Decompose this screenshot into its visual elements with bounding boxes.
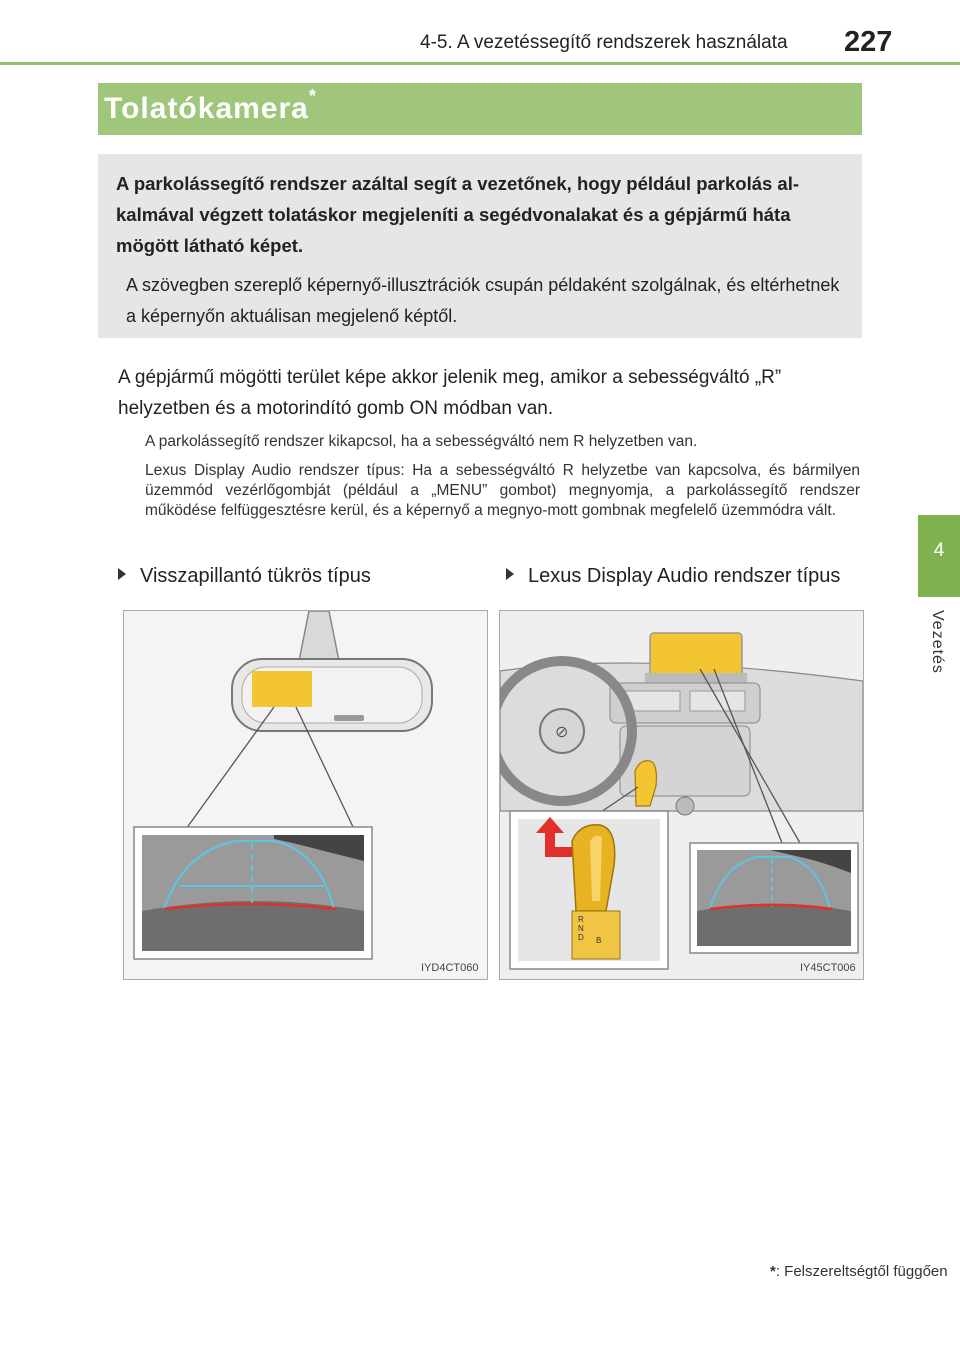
chapter-name: Vezetés — [929, 610, 946, 674]
footnote-text: : Felszereltségtől függően — [775, 1263, 948, 1280]
figure-display-audio-type — [499, 610, 864, 980]
chapter-number: 4 — [933, 540, 945, 561]
shifter-letter-d: D — [578, 933, 584, 942]
bullet-mirror-type-label: Visszapillantó tükrös típus — [140, 565, 371, 587]
page-title-text: Tolatókamera — [104, 92, 309, 125]
page-number: 227 — [844, 26, 893, 58]
shifter-letter-b: B — [596, 936, 602, 945]
bullet-display-audio-type — [506, 565, 840, 588]
intro-bold-text: A parkolássegítő rendszer azáltal segít a vezetőnek, hogy például parkolás al-kalmával végzett tolatáskor megjeleníti a segédvonalakat és a gépjármű háta mögött látható képet. — [116, 173, 800, 256]
header-rule — [0, 62, 960, 65]
mirror-display-highlight — [252, 671, 312, 707]
triangle-bullet-icon — [118, 568, 126, 580]
figure-code: IYD4CT060 — [421, 962, 479, 974]
dashboard-illustration — [500, 611, 863, 979]
body-main-paragraph: A gépjármű mögötti terület képe akkor jelenik meg, amikor a sebességváltó „R” helyzetben és a motorindító gomb ON módban van. — [118, 367, 782, 419]
figure-mirror-type — [123, 610, 488, 980]
figure-code: IY45CT006 — [800, 962, 856, 974]
shifter-letter-n: N — [578, 924, 584, 933]
footnote-marker: * — [770, 1263, 776, 1280]
mirror-illustration — [124, 611, 487, 979]
body-sub-paragraph-1: A parkolássegítő rendszer kikapcsol, ha a sebességváltó nem R helyzetben van. — [145, 433, 698, 450]
running-header-section: 4-5. A vezetéssegítő rendszerek használata — [420, 32, 788, 53]
page-title — [104, 86, 317, 126]
footnote — [770, 1263, 948, 1280]
svg-text:⊘: ⊘ — [555, 724, 569, 741]
bullet-mirror-type — [118, 565, 371, 588]
center-display-highlight — [650, 633, 742, 677]
title-footnote-marker: * — [308, 86, 317, 106]
shifter-gate-labels — [578, 915, 601, 945]
triangle-bullet-icon — [506, 568, 514, 580]
body-sub-paragraph-2: Lexus Display Audio rendszer típus: Ha a sebességváltó R helyzetbe van kapcsolva, és bármilyen üzemmód vezérlőgombját (például a „MENU” gombot) megnyomja, a parkolássegítő rendszer működése felfüggesztésre kerül, és a képernyő a megnyo-mott gombnak megfelelő üzemmódra vált. — [145, 462, 860, 519]
shifter-letter-r: R — [578, 915, 584, 924]
bullet-display-audio-type-label: Lexus Display Audio rendszer típus — [528, 565, 841, 587]
intro-note: A szövegben szereplő képernyő-illusztrációk csupán példaként szolgálnak, és eltérhetnek a képernyőn aktuálisan megjelenő képtől. — [126, 275, 840, 326]
